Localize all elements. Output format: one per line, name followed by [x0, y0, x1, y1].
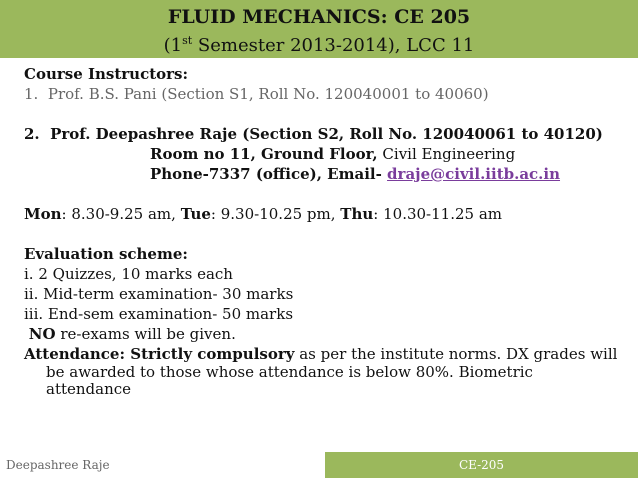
- attendance-line-3: attendance: [46, 380, 132, 398]
- instructor-1: 1. Prof. B.S. Pani (Section S1, Roll No. 120040001 to 40060): [24, 85, 489, 103]
- evaluation-heading: Evaluation scheme:: [24, 245, 188, 263]
- email-link[interactable]: draje@civil.iitb.ac.in: [387, 165, 561, 183]
- phone-line: Phone-7337 (office), Email- draje@civil.iitb.ac.in: [150, 165, 561, 183]
- instructors-heading: Course Instructors:: [24, 65, 189, 83]
- no-reexam-line: NO re-exams will be given.: [28, 325, 236, 343]
- evaluation-item-3: iii. End-sem examination- 50 marks: [24, 305, 294, 323]
- instructor-2: 2. Prof. Deepashree Raje (Section S2, Roll No. 120040061 to 40120): [24, 125, 603, 143]
- slide-subtitle: (1st Semester 2013-2014), LCC 11: [163, 34, 475, 56]
- attendance-line-2: be awarded to those whose attendance is below 80%. Biometric: [46, 363, 533, 381]
- title-bar: [0, 0, 638, 58]
- slide-title: FLUID MECHANICS: CE 205: [167, 6, 471, 28]
- evaluation-item-1: i. 2 Quizzes, 10 marks each: [24, 265, 233, 283]
- room-line: Room no 11, Ground Floor, Civil Engineering: [150, 145, 516, 163]
- evaluation-item-2: ii. Mid-term examination- 30 marks: [24, 285, 294, 303]
- footer-author: Deepashree Raje: [6, 458, 110, 472]
- schedule-line: Mon: 8.30-9.25 am, Tue: 9.30-10.25 pm, Thu: 10.30-11.25 am: [24, 205, 502, 223]
- footer-course: CE-205: [325, 452, 638, 478]
- attendance-line: Attendance: Strictly compulsory as per the institute norms. DX grades will: [24, 345, 618, 363]
- slide-content: [24, 64, 624, 398]
